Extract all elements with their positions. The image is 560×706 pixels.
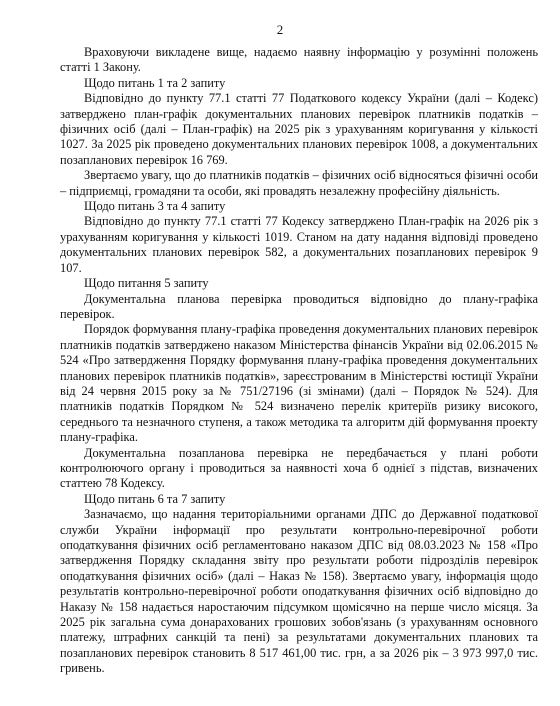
paragraph-taxpayers-note: Звертаємо увагу, що до платників податків – фізичних осіб відносяться фізичні особи – підприємці, громадяни та особи, які провадять незалежну професійну діяльність. <box>60 168 538 198</box>
heading-questions-6-7: Щодо питань 6 та 7 запиту <box>84 491 226 506</box>
paragraph-order-158: Зазначаємо, що надання територіальними органами ДПС до Державної податкової служби України інформації про результати контрольно-перевірочної роботи оподаткування фізичних осіб регламентовано наказом ДПС від 08.03.2023 № 158 «Про затвердження Порядку складання звіту про результати роботи підрозділів перевірок оподаткування фізичних осіб» (далі – Наказ № 158). Звертаємо увагу, інформація щодо результатів контрольно-перевірочної роботи оподаткування фізичних осіб відповідно до Наказу № 158 надається наростаючим підсумком щомісячно на перше число місяця. За 2025 рік загальна сума донарахованих грошових зобов'язань (з урахуванням основного платежу, штрафних санкцій та пені) за результатами документальних планових та позапланових перевірок становить 8 517 461,00 тис. грн, а за 2026 рік – 3 973 997,0 тис. гривень. <box>60 507 538 676</box>
paragraph-plan-2025: Відповідно до пункту 77.1 статті 77 Податкового кодексу України (далі – Кодекс) затверджено план-графік документальних планових перевірок платників податків – фізичних осіб (далі – План-графік) на 2025 рік з урахуванням коригування у кількості 1027. За 2025 рік проведено документальних планових перевірок 1008, а документальних позапланових перевірок 16 769. <box>60 91 538 167</box>
paragraph-procedure-524: Порядок формування плану-графіка проведення документальних планових перевірок платників податків затверджено наказом Міністерства фінансів України від 02.06.2015 № 524 «Про затвердження Порядку формування плану-графіка проведення документальних планових перевірок платників податків», зареєстрованим в Міністерстві юстиції України від 24 червня 2015 року за № 751/27196 (зі змінами) (далі – Порядок № 524). Для платників податків Порядком № 524 визначено перелік критеріїв ризику високого, середнього та незначного ступеня, а також методика та алгоритм дій формування проекту плану-графіка. <box>60 322 538 445</box>
page-number: 2 <box>276 22 284 37</box>
paragraph-unplanned-audit: Документальна позапланова перевірка не передбачається у плані роботи контролюючого органу і проводиться за наявності хоча б однієї з підстав, визначених статтею 78 Кодексу. <box>60 445 538 491</box>
heading-questions-1-2: Щодо питань 1 та 2 запиту <box>84 75 226 90</box>
paragraph-plan-2026: Відповідно до пункту 77.1 статті 77 Кодексу затверджено План-графік на 2026 рік з урахуванням коригування у кількості 1019. Станом на дату надання відповіді проведено документальних планових перевірок 582, а документальних позапланових перевірок 9 107. <box>60 214 538 275</box>
heading-questions-3-4: Щодо питань 3 та 4 запиту <box>84 199 226 214</box>
paragraph-intro: Враховуючи викладене вище, надаємо наявну інформацію у розумінні положень статті 1 Закону. <box>60 45 538 75</box>
paragraph-planned-audit: Документальна планова перевірка проводиться відповідно до плану-графіка перевірок. <box>60 291 538 321</box>
document-body <box>60 45 538 677</box>
heading-question-5: Щодо питання 5 запиту <box>84 276 209 291</box>
